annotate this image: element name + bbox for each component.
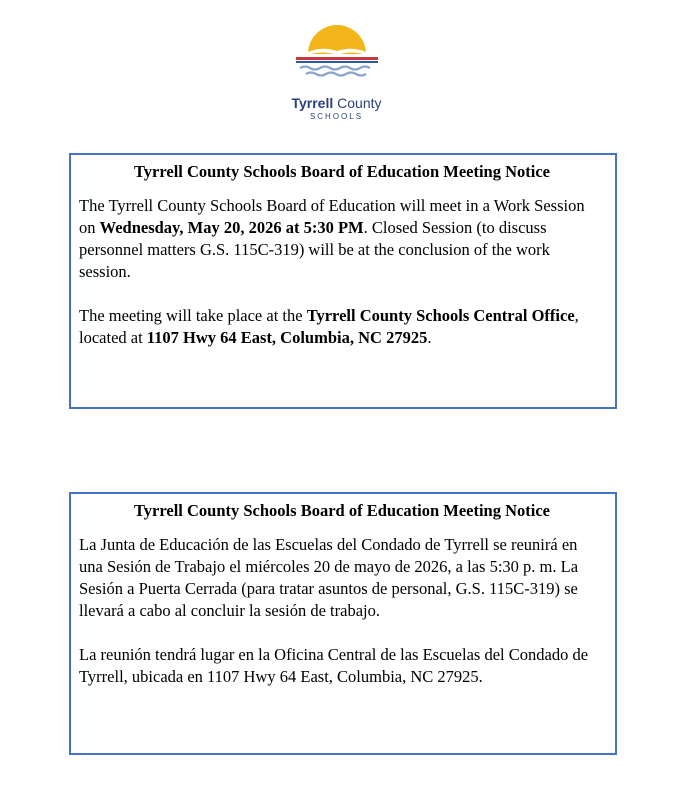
sun-waves-logo-icon — [282, 10, 392, 86]
notice-title: Tyrrell County Schools Board of Education Meeting Notice — [134, 162, 550, 181]
wave-icon — [300, 67, 370, 70]
meeting-date: Wednesday, May 20, 2026 at 5:30 PM — [99, 218, 364, 237]
logo-name-rest: County — [333, 95, 382, 111]
meeting-address: 1107 Hwy 64 East, Columbia, NC 27925 — [146, 328, 428, 347]
logo-subtitle: SCHOOLS — [309, 112, 364, 121]
notice-paragraph-session: The Tyrrell County Schools Board of Education will meet in a Work Session on Wednesday, May 20, 2026 at 5:30 PM. Closed Session (to discuss personnel matters G.S. 115C-319) will be at the conclusion of the work session. — [79, 196, 585, 281]
blue-stripe — [296, 61, 378, 63]
meeting-notice-spanish — [69, 492, 617, 755]
logo-name-bold: Tyrrell — [291, 95, 334, 111]
wave-icon — [306, 73, 366, 76]
logo-name — [0, 96, 673, 110]
notice-paragraph-location: The meeting will take place at the Tyrrell County Schools Central Office, located at 1107 Hwy 64 East, Columbia, NC 27925. — [79, 306, 579, 347]
notice-paragraph-location: La reunión tendrá lugar en la Oficina Central de las Escuelas del Condado de Tyrrell, ubicada en 1107 Hwy 64 East, Columbia, NC 27925. — [79, 645, 589, 686]
meeting-place: Tyrrell County Schools Central Office — [306, 306, 575, 325]
red-stripe — [296, 57, 378, 60]
notice-paragraph-session: La Junta de Educación de las Escuelas del Condado de Tyrrell se reunirá en una Sesión de Trabajo el miércoles 20 de mayo de 2026, a las 5:30 p. m. La Sesión a Puerta Cerrada (para tratar asuntos de personal, G.S. 115C-319) se llevará a cabo al concluir la sesión de trabajo. — [79, 535, 579, 620]
district-logo — [0, 10, 673, 120]
notice-title: Tyrrell County Schools Board of Education Meeting Notice — [134, 501, 550, 520]
meeting-notice-english — [69, 153, 617, 409]
